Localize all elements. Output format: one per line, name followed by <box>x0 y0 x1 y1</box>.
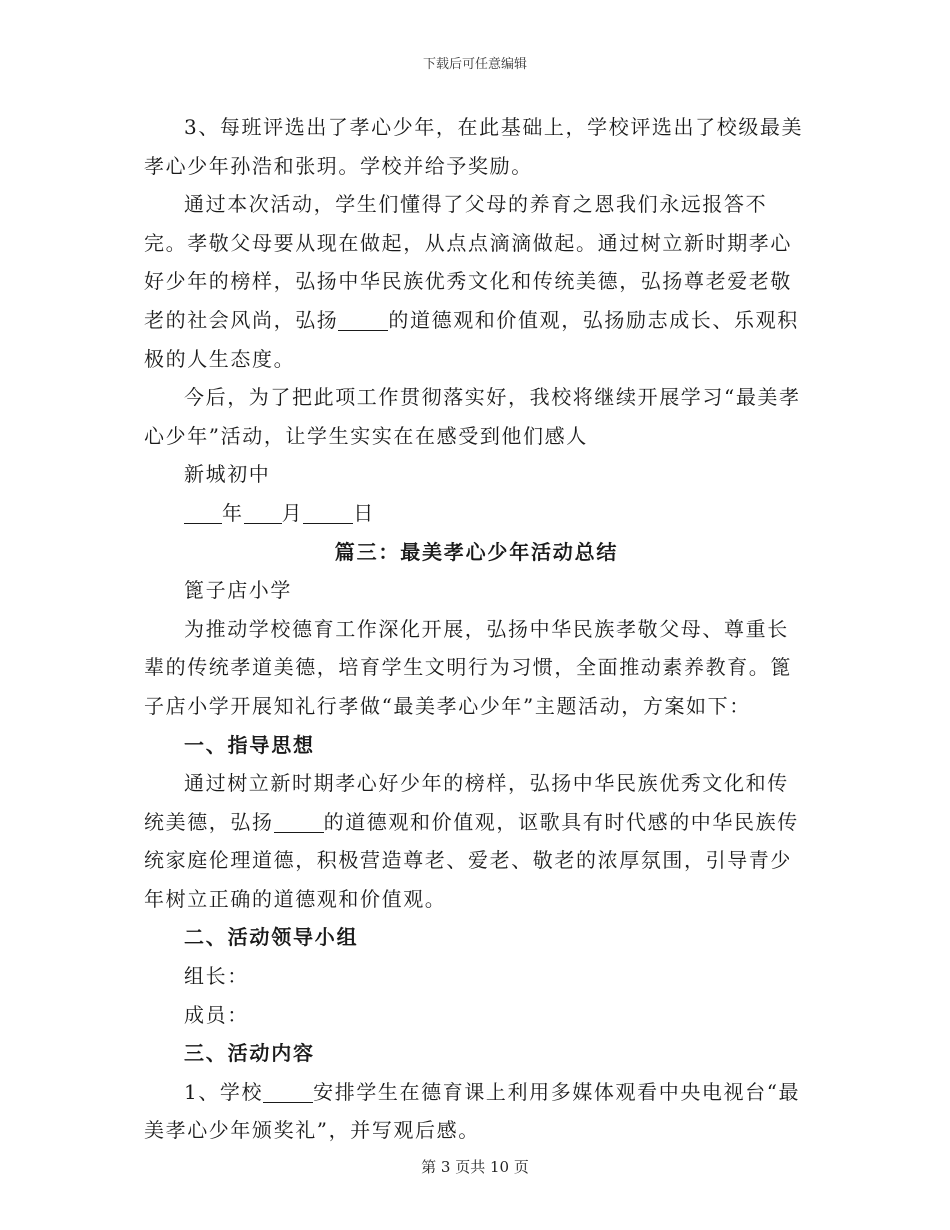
paragraph-summary-text-b: 的道德观和价值观，弘扬励志成长、乐观积极的人生态度。 <box>144 307 799 371</box>
section-title: 篇三：最美孝心少年活动总结 <box>334 539 619 564</box>
page-number: 第 3 页共 10 页 <box>421 1158 529 1176</box>
document-body <box>144 108 809 1150</box>
paragraph-guiding-text-b: 的道德观和价值观，讴歌具有时代感的中华民族传统家庭伦理道德，积极营造尊老、爱老、敬老的浓厚氛围，引导青少年树立正确的道德观和价值观。 <box>144 809 799 911</box>
signature-date <box>144 494 809 533</box>
day-blank <box>303 501 353 524</box>
group-members: 成员： <box>184 1002 249 1027</box>
paragraph-activity-text-b: 安排学生在德育课上利用多媒体观看中央电视台“最美孝心少年颁奖礼”，并写观后感。 <box>144 1079 801 1143</box>
month-label: 月 <box>281 500 304 525</box>
day-label: 日 <box>353 500 375 525</box>
paragraph-guiding-text-a: 通过树立新时期孝心好少年的榜样，弘扬中华民族优秀文化和传统美德，弘扬 <box>144 771 789 834</box>
fill-blank <box>338 308 388 331</box>
page-header: 下载后可任意编辑 <box>422 57 527 72</box>
year-label: 年 <box>222 500 244 525</box>
paragraph-future: 今后，为了把此项工作贯彻落实好，我校将继续开展学习“最美孝心少年”活动，让学生实实在在感受到他们感人 <box>144 385 801 448</box>
heading-guiding-thought: 一、指导思想 <box>184 732 315 757</box>
signature-school: 新城初中 <box>184 462 271 487</box>
paragraph-summary-text-a: 通过本次活动，学生们懂得了父母的养育之恩我们永远报答不完。孝敬父母要从现在做起，从点点滴滴做起。通过树立新时期孝心好少年的榜样，弘扬中华民族优秀文化和传统美德，弘扬尊老爱老敬老的社会风尚，弘扬 <box>144 192 792 332</box>
year-blank <box>184 501 222 524</box>
paragraph-activity-1 <box>144 1073 809 1150</box>
paragraph-activity-text-a: 1、学校 <box>184 1079 264 1104</box>
group-leader: 组长： <box>184 964 249 989</box>
heading-leadership-group: 二、活动领导小组 <box>184 925 359 950</box>
month-blank <box>244 501 282 524</box>
heading-activity-content: 三、活动内容 <box>184 1041 315 1066</box>
fill-blank <box>263 1080 313 1103</box>
fill-blank <box>274 810 324 833</box>
paragraph-intro: 为推动学校德育工作深化开展，弘扬中华民族孝敬父母、尊重长辈的传统孝道美德，培育学生文明行为习惯，全面推动素养教育。篦子店小学开展知礼行孝做“最美孝心少年”主题活动，方案如下： <box>144 616 792 718</box>
paragraph-guiding-thought <box>144 764 809 918</box>
paragraph-award: 3、每班评选出了孝心少年，在此基础上，学校评选出了校级最美孝心少年孙浩和张玥。学校并给予奖励。 <box>144 115 804 178</box>
school-name: 篦子店小学 <box>184 578 292 603</box>
paragraph-summary <box>144 185 809 378</box>
